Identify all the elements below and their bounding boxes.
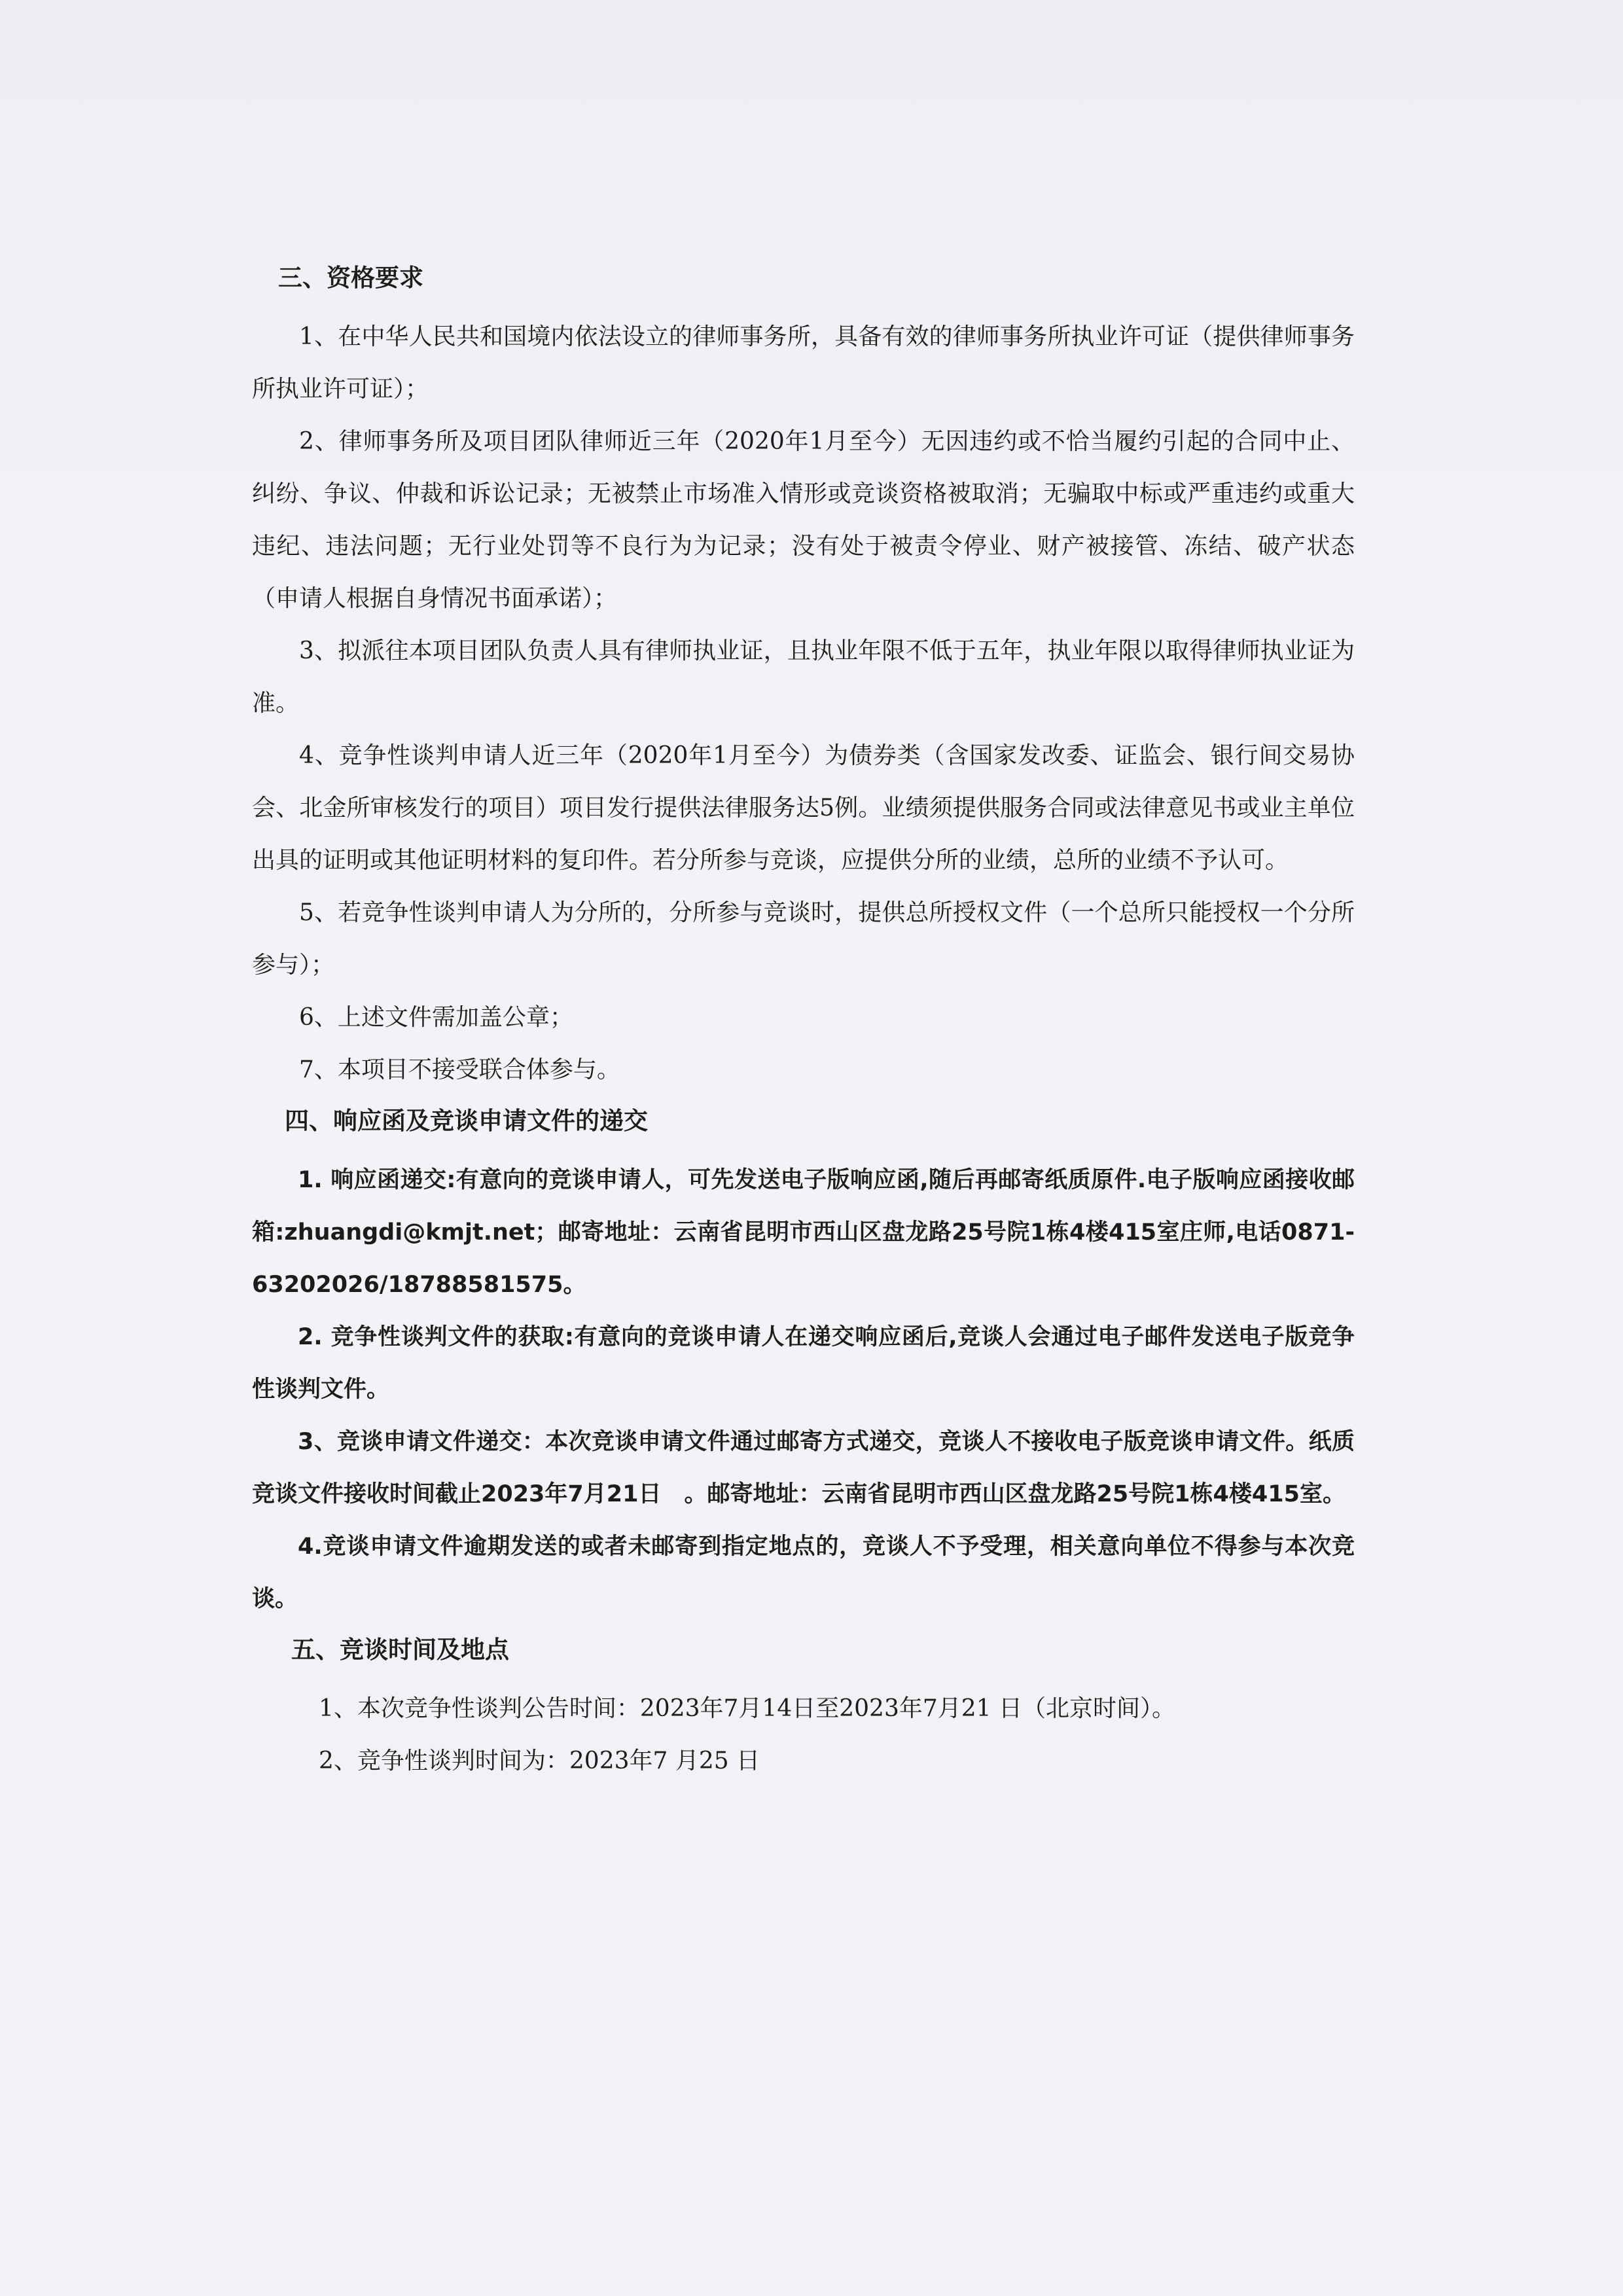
section-heading-submission: 四、响应函及竞谈申请文件的递交 (285, 1107, 648, 1135)
section-heading-qualifications: 三、资格要求 (278, 264, 423, 292)
document-body (252, 259, 1355, 1787)
submission-item-4: 4.竞谈申请文件逾期发送的或者未邮寄到指定地点的，竞谈人不予受理，相关意向单位不得参与本次竞谈。 (252, 1534, 1355, 1612)
qualification-item-2: 2、律师事务所及项目团队律师近三年（2020年1月至今）无因违约或不恰当履约引起的合同中止、纠纷、争议、仲裁和诉讼记录；无被禁止市场准入情形或竞谈资格被取消；无骗取中标或严重违约或重大违纪、违法问题；无行业处罚等不良行为为记录；没有处于被责令停业、财产被接管、冻结、破产状态（申请人根据自身情况书面承诺）； (252, 428, 1355, 612)
qualification-item-4: 4、竞争性谈判申请人近三年（2020年1月至今）为债券类（含国家发改委、证监会、银行间交易协会、北金所审核发行的项目）项目发行提供法律服务达5例。业绩须提供服务合同或法律意见书或业主单位出具的证明或其他证明材料的复印件。若分所参与竞谈，应提供分所的业绩，总所的业绩不予认可。 (252, 742, 1355, 874)
qualification-item-5: 5、若竞争性谈判申请人为分所的，分所参与竞谈时，提供总所授权文件（一个总所只能授权一个分所参与）； (252, 899, 1355, 978)
section-heading-time-place: 五、竞谈时间及地点 (291, 1636, 509, 1664)
qualification-item-1: 1、在中华人民共和国境内依法设立的律师事务所，具备有效的律师事务所执业许可证（提供律师事务所执业许可证）； (252, 323, 1355, 403)
qualification-item-6: 6、上述文件需加盖公章； (299, 1004, 573, 1031)
submission-item-2: 2. 竞争性谈判文件的获取:有意向的竞谈申请人在递交响应函后,竞谈人会通过电子邮件发送电子版竞争性谈判文件。 (252, 1324, 1355, 1403)
time-item-2: 2、竞争性谈判时间为：2023年7 月25 日 (319, 1748, 760, 1774)
qualification-item-7: 7、本项目不接受联合体参与。 (299, 1056, 620, 1083)
submission-item-1: 1. 响应函递交:有意向的竞谈申请人，可先发送电子版响应函,随后再邮寄纸质原件.电子版响应函接收邮箱:zhuangdi@kmjt.net；邮寄地址：云南省昆明市西山区盘龙路25号院1栋4楼415室庄师,电话0871-63202026/18788581575。 (252, 1167, 1355, 1298)
qualification-item-3: 3、拟派往本项目团队负责人具有律师执业证，且执业年限不低于五年，执业年限以取得律师执业证为准。 (252, 637, 1355, 717)
submission-item-3: 3、竞谈申请文件递交：本次竞谈申请文件通过邮寄方式递交，竞谈人不接收电子版竞谈申请文件。纸质竞谈文件接收时间截止2023年7月21日 。邮寄地址：云南省昆明市西山区盘龙路25号院1栋4楼415室。 (252, 1429, 1355, 1507)
time-item-1: 1、本次竞争性谈判公告时间：2023年7月14日至2023年7月21 日（北京时间）。 (319, 1695, 1176, 1722)
